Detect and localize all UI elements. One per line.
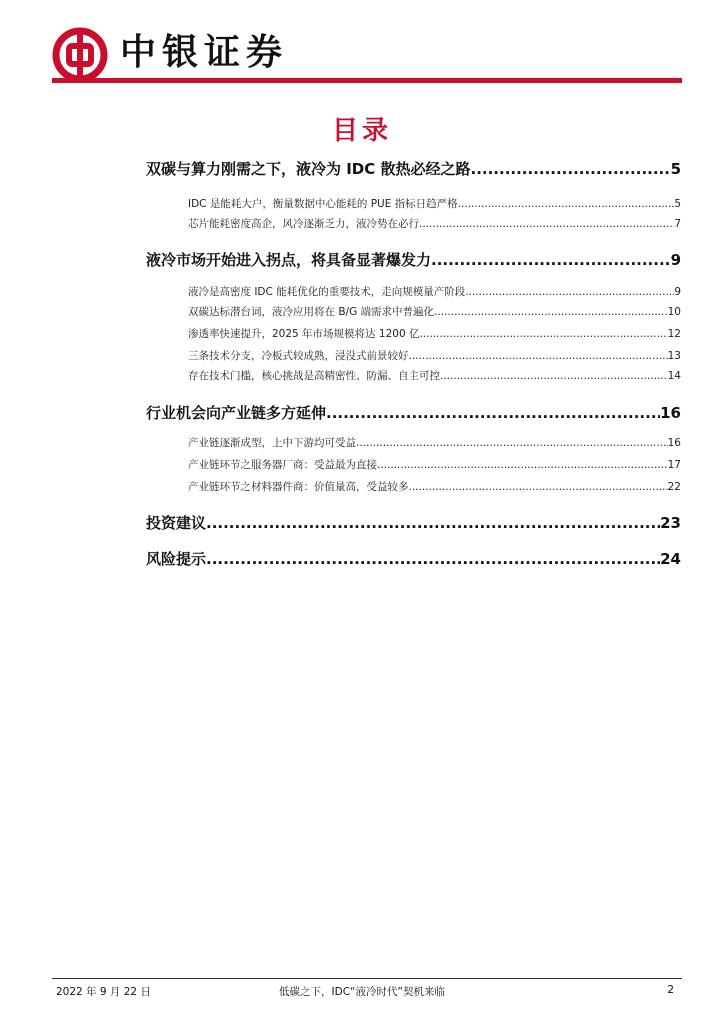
toc-subsection-entry[interactable] [0, 216, 724, 231]
toc-entry-title: 双碳达标潜台词，液冷应用将在 B/G 端需求中普遍化 [188, 306, 435, 318]
toc-section-entry[interactable] [0, 249, 724, 270]
toc-section-entry[interactable] [0, 512, 724, 533]
toc-subsection-entry[interactable] [0, 435, 724, 450]
toc-entry-page: 16 [660, 404, 681, 422]
toc-entry-title: 产业链环节之材料器件商：价值量高，受益较多 [188, 481, 409, 493]
toc-subsection-entry[interactable] [0, 196, 724, 211]
toc-leader-dots [206, 514, 660, 532]
toc-leader-dots [434, 306, 668, 318]
toc-entry-page: 5 [674, 198, 681, 210]
toc-leader-dots [356, 437, 668, 449]
toc-subsection-entry[interactable] [0, 368, 724, 383]
toc-leader-dots [326, 404, 660, 422]
toc-entry-title: 渗透率快速提升，2025 年市场规模将达 1200 亿 [188, 328, 420, 340]
toc-leader-dots [409, 481, 668, 493]
toc-entry-title: 存在技术门槛，核心挑战是高精密性、防漏、自主可控 [188, 370, 440, 382]
toc-subsection-entry[interactable] [0, 348, 724, 363]
toc-leader-dots [431, 251, 671, 269]
toc-entry-page: 12 [667, 328, 681, 340]
toc-entry-page: 9 [670, 251, 681, 269]
toc-leader-dots [440, 370, 668, 382]
toc-heading: 目录 [331, 116, 392, 146]
toc-entry-page: 23 [660, 514, 681, 532]
toc-entry-title: 投资建议 [146, 514, 207, 532]
toc-section-entry[interactable] [0, 158, 724, 179]
footer-report-title: 低碳之下，IDC“液冷时代”契机来临 [279, 986, 445, 998]
toc-entry-title: 液冷市场开始进入拐点，将具备显著爆发力 [146, 251, 432, 269]
toc-leader-dots [471, 160, 671, 178]
toc-entry-page: 14 [667, 370, 681, 382]
toc-section-entry[interactable] [0, 548, 724, 569]
toc-subsection-entry[interactable] [0, 479, 724, 494]
toc-subsection-entry[interactable] [0, 326, 724, 341]
toc-entry-page: 9 [674, 286, 681, 298]
header-divider [52, 78, 682, 83]
toc-leader-dots [409, 350, 668, 362]
toc-entry-page: 5 [670, 160, 681, 178]
toc-leader-dots [206, 550, 660, 568]
toc-entry-title: 三条技术分支，冷板式较成熟，浸没式前景较好 [188, 350, 409, 362]
page-header [0, 0, 724, 90]
toc-leader-dots [419, 328, 667, 340]
footer-divider [52, 978, 682, 979]
toc-entry-page: 16 [667, 437, 681, 449]
toc-leader-dots [465, 286, 674, 298]
toc-entry-title: 产业链环节之服务器厂商：受益最为直接 [188, 459, 377, 471]
toc-subsection-entry[interactable] [0, 304, 724, 319]
toc-leader-dots [458, 198, 675, 210]
toc-entry-title: 行业机会向产业链多方延伸 [146, 404, 327, 422]
toc-entry-title: 产业链逐渐成型，上中下游均可受益 [188, 437, 356, 449]
toc-entry-title: 风险提示 [146, 550, 207, 568]
toc-entry-page: 17 [667, 459, 681, 471]
toc-entry-page: 22 [667, 481, 681, 493]
toc-leader-dots [419, 218, 674, 230]
toc-subsection-entry[interactable] [0, 284, 724, 299]
toc-entry-title: 液冷是高密度 IDC 能耗优化的重要技术，走向规模量产阶段 [188, 286, 466, 298]
toc-entry-page: 7 [674, 218, 681, 230]
toc-subsection-entry[interactable] [0, 457, 724, 472]
toc-entry-page: 10 [667, 306, 681, 318]
toc-entry-title: IDC 是能耗大户，衡量数据中心能耗的 PUE 指标日趋严格 [188, 198, 458, 210]
page-number: 2 [667, 984, 674, 996]
toc-entry-page: 24 [660, 550, 681, 568]
bank-of-china-logo-icon [52, 27, 108, 83]
toc-entry-title: 双碳与算力刚需之下，液冷为 IDC 散热必经之路 [146, 160, 471, 178]
toc-leader-dots [377, 459, 668, 471]
toc-entry-title: 芯片能耗密度高企，风冷逐渐乏力，液冷势在必行 [188, 218, 419, 230]
toc-entry-page: 13 [667, 350, 681, 362]
toc-section-entry[interactable] [0, 402, 724, 423]
brand-name: 中银证券 [120, 31, 289, 73]
footer-date: 2022 年 9 月 22 日 [56, 986, 151, 998]
